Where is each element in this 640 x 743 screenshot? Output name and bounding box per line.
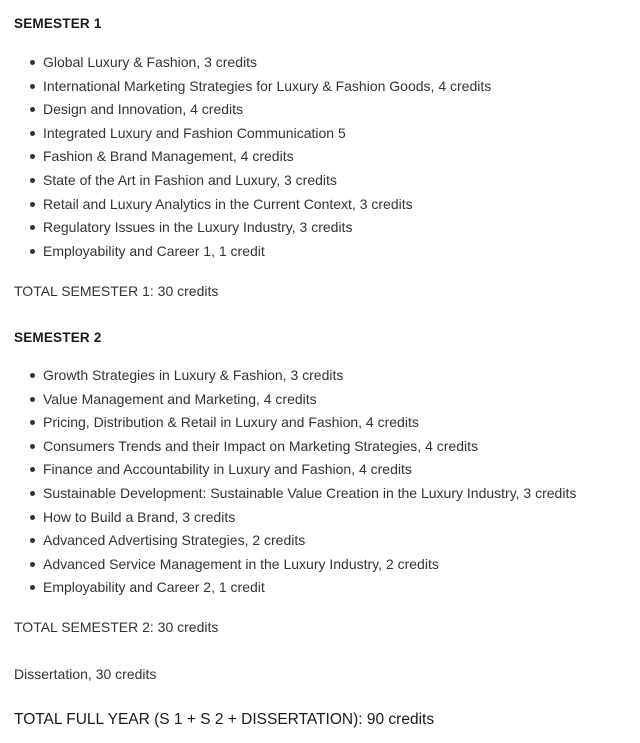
list-item: Employability and Career 1, 1 credit — [0, 240, 640, 264]
dissertation-credits: Dissertation, 30 credits — [14, 666, 157, 682]
semester-2-total: TOTAL SEMESTER 2: 30 credits — [14, 619, 219, 635]
list-item: Advanced Service Management in the Luxury Industry, 2 credits — [0, 553, 640, 577]
list-item: Integrated Luxury and Fashion Communication 5 — [0, 122, 640, 146]
list-item: International Marketing Strategies for Luxury & Fashion Goods, 4 credits — [0, 75, 640, 99]
semester-2-course-list — [0, 364, 640, 600]
list-item: Fashion & Brand Management, 4 credits — [0, 145, 640, 169]
full-year-total: TOTAL FULL YEAR (S 1 + S 2 + DISSERTATION): 90 credits — [14, 711, 435, 728]
semester-1-heading: SEMESTER 1 — [14, 16, 102, 31]
list-item: Retail and Luxury Analytics in the Current Context, 3 credits — [0, 193, 640, 217]
list-item: Pricing, Distribution & Retail in Luxury and Fashion, 4 credits — [0, 411, 640, 435]
list-item: Finance and Accountability in Luxury and Fashion, 4 credits — [0, 458, 640, 482]
list-item: Consumers Trends and their Impact on Marketing Strategies, 4 credits — [0, 435, 640, 459]
list-item: How to Build a Brand, 3 credits — [0, 506, 640, 530]
semester-1-course-list — [0, 51, 640, 263]
semester-2-heading: SEMESTER 2 — [14, 330, 102, 345]
list-item: State of the Art in Fashion and Luxury, 3 credits — [0, 169, 640, 193]
list-item: Global Luxury & Fashion, 3 credits — [0, 51, 640, 75]
list-item: Sustainable Development: Sustainable Value Creation in the Luxury Industry, 3 credits — [0, 482, 640, 506]
list-item: Advanced Advertising Strategies, 2 credits — [0, 529, 640, 553]
list-item: Growth Strategies in Luxury & Fashion, 3 credits — [0, 364, 640, 388]
list-item: Regulatory Issues in the Luxury Industry, 3 credits — [0, 216, 640, 240]
list-item: Employability and Career 2, 1 credit — [0, 576, 640, 600]
list-item: Design and Innovation, 4 credits — [0, 98, 640, 122]
semester-1-total: TOTAL SEMESTER 1: 30 credits — [14, 283, 219, 299]
list-item: Value Management and Marketing, 4 credits — [0, 388, 640, 412]
